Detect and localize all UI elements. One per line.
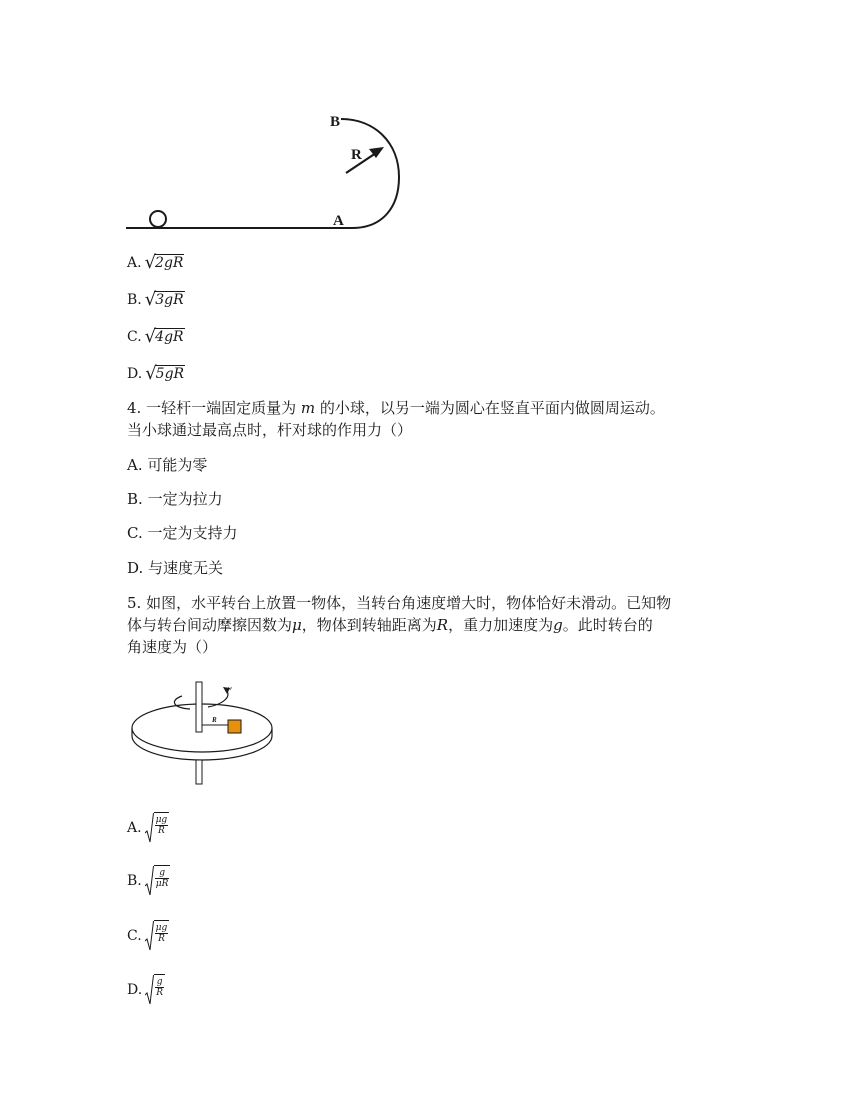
sqrt-expression: √2gR [144,252,184,273]
label-a: A [333,213,344,229]
q4-line-1: 4. 一轻杆一端固定质量为 m 的小球，以另一端为圆心在竖直平面内做圆周运动。 [127,399,665,417]
q4-option-c[interactable]: C. 一定为支持力 [127,524,238,542]
q5-line-1: 5. 如图，水平转台上放置一物体，当转台角速度增大时，物体恰好未滑动。已知物 [127,594,672,612]
q3-option-b[interactable]: B. √3gR [127,289,184,310]
sqrt-fraction: $\frac{\mu g}{R}$ [145,920,170,952]
axle-top [196,682,202,732]
q5-option-b[interactable]: B. $\frac{g}{\mu R}$ [127,865,170,897]
radius-label: R [212,716,217,724]
question-4-stem [127,397,747,441]
q5-option-a[interactable]: A. $\frac{\mu g}{R}$ [127,812,169,844]
q4-line-2: 当小球通过最高点时，杆对球的作用力（） [127,421,413,439]
omega-label: w [228,686,233,692]
block-object [228,720,241,733]
sqrt-fraction: $\frac{g}{\mu R}$ [145,865,171,897]
q3-option-c[interactable]: C. √4gR [127,326,184,347]
q5-line-3: 角速度为（） [127,638,218,656]
q4-option-d[interactable]: D. 与速度无关 [127,559,224,577]
turntable-figure [128,678,278,788]
ball [150,211,166,227]
sqrt-expression: √3gR [144,289,184,310]
label-b: B [330,114,341,130]
question-5-stem [127,592,747,658]
q3-option-d[interactable]: D. √5gR [127,363,185,384]
axle-bottom [196,760,202,784]
q4-option-a[interactable]: A. 可能为零 [127,456,208,474]
sqrt-fraction: $\frac{\mu g}{R}$ [145,812,170,844]
sqrt-fraction: $\frac{g}{R}$ [145,974,165,1006]
q5-line-2: 体与转台间动摩擦因数为μ，物体到转轴距离为R，重力加速度为g。此时转台的 [127,616,653,634]
track-loop-figure [120,105,420,240]
sqrt-expression: √4gR [144,326,184,347]
label-r: R [351,147,362,163]
q3-option-a[interactable]: A. √2gR [127,252,184,273]
q4-option-b[interactable]: B. 一定为拉力 [127,490,223,508]
sqrt-expression: √5gR [145,363,185,384]
loop-arc [341,119,399,228]
q5-option-d[interactable]: D. $\frac{g}{R}$ [127,974,165,1006]
q5-option-c[interactable]: C. $\frac{\mu g}{R}$ [127,920,169,952]
